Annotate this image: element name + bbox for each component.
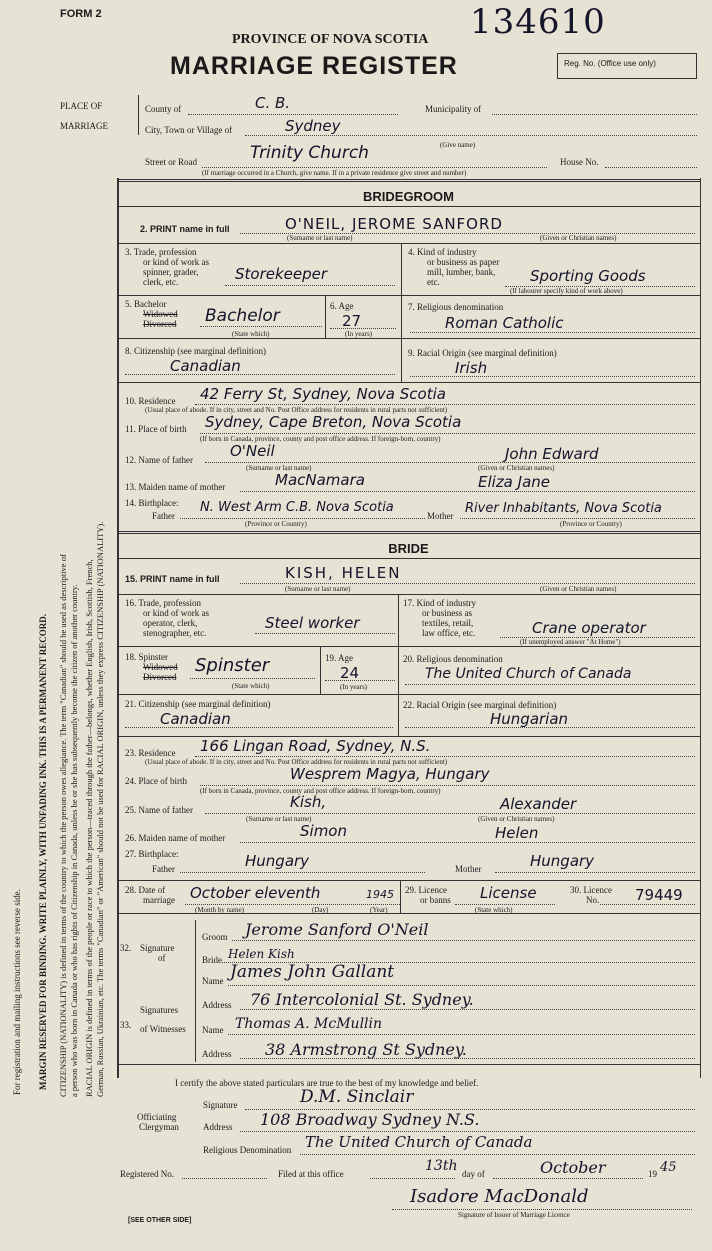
year-prefix: 19 (648, 1169, 657, 1179)
licence-no-value: 79449 (635, 886, 683, 904)
bride-father-surname: Kish, (290, 793, 327, 811)
bride-status-value: Spinster (195, 655, 270, 676)
clergy-religion: The United Church of Canada (305, 1133, 533, 1151)
bridegroom-heading: BRIDEGROOM (363, 189, 454, 204)
groom-bp-mother-value: River Inhabitants, Nova Scotia (465, 501, 662, 516)
groom-industry-label-2: or business as paper (427, 257, 500, 267)
bride-citizenship-value: Canadian (160, 710, 231, 728)
filed-day-line (370, 1178, 455, 1179)
county-line (188, 114, 398, 115)
street-label: Street or Road (145, 157, 197, 167)
bride-mother-given: Helen (495, 824, 539, 842)
bride-residence-value: 166 Lingan Road, Sydney, N.S. (200, 737, 431, 755)
groom-father-given: John Edward (505, 445, 599, 463)
groom-industry-label-3: mill, lumber, bank, (427, 267, 496, 277)
municipality-label: Municipality of (425, 104, 482, 114)
divider (117, 558, 700, 559)
bride-citizenship-line (125, 727, 393, 728)
divider (398, 694, 399, 736)
sidebar-line-6: German, Russian, Ukrainian, etc. The terms "Canadian" or "American" should not be used for RACIAL ORIGIN, unless they express CITIZENSHIP (NATIONALITY). (95, 521, 105, 1097)
groom-religion-line (410, 332, 695, 333)
month-label: (Month by name) (195, 906, 244, 914)
groom-racial-line (410, 376, 695, 377)
groom-industry-label-4: etc. (427, 277, 440, 287)
groom-status-line (200, 326, 322, 327)
see-other-side: [SEE OTHER SIDE] (128, 1217, 192, 1224)
certify-statement: I certify the above stated particulars are true to the best of my knowledge and belief. (175, 1078, 479, 1088)
groom-name-label (140, 224, 230, 234)
bride-trade-line (255, 633, 395, 634)
bride-trade-value: Steel worker (265, 614, 360, 632)
licence-no-label: 30. Licence (570, 885, 612, 895)
witness1-name-line (228, 985, 695, 986)
widowed-label: Widowed (143, 662, 178, 672)
state-which-label: (State which) (232, 330, 270, 338)
bride-status-line (190, 678, 315, 679)
signature-label: Signature (140, 943, 175, 953)
groom-trade-value: Storekeeper (235, 265, 328, 283)
divider (117, 243, 700, 244)
filed-day-value: 13th (425, 1158, 458, 1174)
sidebar-line-1: For registration and mailing instructions see reverse side. (12, 889, 22, 1095)
groom-industry-note: (If labourer specify kind of work above) (510, 287, 623, 295)
city-value: Sydney (285, 117, 341, 135)
groom-father-given-label: (Given or Christian names) (478, 464, 555, 472)
bride-heading: BRIDE (388, 541, 429, 556)
divider (400, 880, 401, 913)
groom-racial-label: 9. Racial Origin (see marginal definition) (408, 348, 557, 358)
groom-bp-father-line (180, 518, 425, 519)
given-label: (Given or Christian names) (540, 234, 617, 242)
of-label: of (158, 953, 166, 963)
bride-birth-line (200, 785, 695, 786)
bride-industry-label-4: law office, etc. (422, 628, 476, 638)
groom-bp-father-value: N. West Arm C.B. Nova Scotia (200, 500, 394, 515)
bride-industry-label-1: 17. Kind of industry (403, 598, 476, 608)
bride-religion-value: The United Church of Canada (425, 666, 632, 682)
bride-birth-value: Wesprem Magya, Hungary (290, 765, 490, 783)
sidebar-line-2: MARGIN RESERVED FOR BINDING. WRITE PLAINLY, WITH UNFADING INK. THIS IS A PERMANENT RECORD. (38, 613, 48, 1090)
spinster-label: 18. Spinster (125, 652, 169, 662)
bride-bp-mother-value: Hungary (530, 852, 595, 870)
groom-label: Groom (202, 932, 228, 942)
address-label: Address (202, 1049, 232, 1059)
groom-residence-line (195, 404, 695, 405)
groom-bp-father-label: Father (152, 511, 175, 521)
filed-year-value: 45 (660, 1160, 677, 1175)
issuer-line (392, 1209, 692, 1210)
groom-trade-label-4: clerk, etc. (143, 277, 179, 287)
groom-racial-value: Irish (455, 359, 488, 377)
groom-birth-label: 11. Place of birth (125, 424, 187, 434)
province-title: PROVINCE OF NOVA SCOTIA (232, 32, 429, 47)
divider (117, 913, 700, 914)
groom-religion-value: Roman Catholic (445, 314, 564, 332)
bride-label: Bride (202, 955, 222, 965)
bride-name-label-text: 15. PRINT name in full (125, 574, 220, 584)
bride-mother-surname: Simon (300, 822, 347, 840)
street-line (202, 167, 547, 168)
house-label: House No. (560, 157, 599, 167)
bride-birth-note: (If born in Canada, province, county and post office address. If foreign-born, country) (200, 787, 441, 795)
divider (117, 1064, 700, 1065)
groom-birth-value: Sydney, Cape Breton, Nova Scotia (205, 413, 462, 431)
bachelor-label: 5. Bachelor (125, 299, 167, 309)
form-right-border (700, 178, 701, 1078)
province-label: (Province or Country) (560, 520, 622, 528)
licence-label-1: 29. Licence (405, 885, 447, 895)
bride-name-line (240, 583, 695, 584)
page-title: MARRIAGE REGISTER (170, 52, 458, 80)
clergy-signature: D.M. Sinclair (300, 1087, 414, 1107)
groom-industry-label-1: 4. Kind of industry (408, 247, 477, 257)
divider (320, 646, 321, 694)
bride-mother-line (240, 842, 695, 843)
groom-trade-label-1: 3. Trade, profession (125, 247, 197, 257)
bride-industry-note: (If unemployed answer "At Home") (520, 638, 621, 646)
province-label: (Province or Country) (245, 520, 307, 528)
widowed-label: Widowed (143, 309, 178, 319)
bride-residence-note: (Usual place of abode. If in city, street and No. Post Office address for residents in rural parts not sufficient) (145, 758, 448, 766)
sig-number: 32. (120, 943, 132, 953)
groom-bp-mother-line (460, 518, 695, 519)
bride-industry-label-2: or business as (422, 608, 472, 618)
marriage-year-value: 1945 (366, 888, 394, 901)
sidebar-line-4: a person who was born in Canada or who has rights of Citizenship in Canada, unless he or she has subsequently become the citizen of another country. (69, 584, 79, 1097)
bride-age-label: 19. Age (325, 653, 353, 663)
divider (398, 646, 399, 694)
licence-label-2: or banns (420, 895, 451, 905)
groom-age-line (330, 328, 396, 329)
bride-bp-father-line (180, 872, 425, 873)
bride-racial-label: 22. Racial Origin (see marginal definition) (403, 700, 557, 710)
groom-citizenship-line (125, 374, 395, 375)
divider (117, 338, 700, 339)
day-label: (Day) (312, 906, 329, 914)
bride-father-surname-label: (Surname or last name) (246, 815, 312, 823)
groom-age-value: 27 (342, 312, 362, 330)
sidebar-line-5: RACIAL ORIGIN is defined in terms of the people or race to which the person—traced through the father—belongs, whether English, Irish, Scottish, French, (84, 559, 94, 1097)
bride-father-line (205, 813, 695, 814)
witness2-addr-line (240, 1058, 695, 1059)
signature-brace (195, 920, 196, 975)
issuer-signature: Isadore MacDonald (410, 1186, 589, 1207)
groom-mother-surname: MacNamara (275, 471, 365, 489)
witness1-name: James John Gallant (230, 962, 395, 982)
registered-no-label: Registered No. (120, 1169, 174, 1179)
clergy-religion-label: Religious Denomination (203, 1145, 292, 1155)
divider (398, 594, 399, 646)
filed-label: Filed at this office (278, 1169, 344, 1179)
divider (117, 694, 700, 695)
divider (117, 181, 700, 182)
groom-citizenship-label: 8. Citizenship (see marginal definition) (125, 346, 267, 356)
groom-birth-note: (If born in Canada, province, county and post office address. If foreign-born, country) (200, 435, 441, 443)
city-label: City, Town or Village of (145, 125, 233, 135)
state-which-label: (State which) (232, 682, 270, 690)
state-which-label: (State which) (475, 906, 513, 914)
bride-mother-label: 26. Maiden name of mother (125, 833, 226, 843)
witnesses-label-1: Signatures (140, 1005, 178, 1015)
divider (117, 594, 700, 595)
licence-value: License (480, 884, 537, 902)
place-note: (If marriage occurred in a Church, give name. If in a private residence give street and number) (202, 169, 467, 177)
bride-bp-father-label: Father (152, 864, 175, 874)
place-brace (138, 95, 139, 135)
bride-father-given: Alexander (500, 795, 577, 813)
divider (117, 295, 700, 296)
groom-religion-label: 7. Religious denomination (408, 302, 504, 312)
groom-mother-given: Eliza Jane (478, 473, 550, 491)
witness1-address: 76 Intercolonial St. Sydney. (250, 990, 474, 1009)
county-label: County of (145, 104, 182, 114)
in-years-label: (In years) (345, 330, 373, 338)
groom-birth-line (200, 433, 695, 434)
divorced-label: Divorced (143, 319, 177, 329)
marriage-date-line (185, 904, 400, 905)
officiating-label-2: Clergyman (139, 1122, 179, 1132)
bride-birthplace-label: 27. Birthplace: (125, 849, 179, 859)
groom-signature: Jerome Sanford O'Neil (245, 920, 429, 939)
sidebar-line-3: CITIZENSHIP (NATIONALITY) is defined in terms of the country to which the person owes allegiance. The term "Canadian" should be used as descriptive of (58, 554, 68, 1097)
groom-father-surname-label: (Surname or last name) (246, 464, 312, 472)
bride-bp-father-value: Hungary (245, 852, 310, 870)
surname-label: (Surname or last name) (287, 234, 353, 242)
divider (117, 179, 700, 180)
day-of-label: day of (462, 1169, 485, 1179)
city-line (245, 135, 697, 136)
licence-line (455, 904, 555, 905)
clergy-address-label: Address (203, 1122, 233, 1132)
bride-name-value: KISH, HELEN (285, 564, 402, 582)
witness2-address: 38 Armstrong St Sydney. (265, 1040, 467, 1059)
issuer-label: Signature of Issuer of Marriage Licence (458, 1211, 570, 1219)
county-value: C. B. (255, 94, 291, 112)
groom-name-value: O'NEIL, JEROME SANFORD (285, 215, 503, 233)
marriage-label: MARRIAGE (60, 121, 109, 131)
bride-trade-label-2: or kind of work as (143, 608, 209, 618)
bride-trade-label-4: stenographer, etc. (143, 628, 207, 638)
divider (117, 646, 700, 647)
place-of-label: PLACE OF (60, 101, 103, 111)
bride-age-value: 24 (340, 664, 360, 682)
divider (117, 206, 700, 207)
witness1-addr-line (240, 1009, 695, 1010)
witnesses-label-2: of Witnesses (140, 1024, 186, 1034)
bride-bp-mother-label: Mother (455, 864, 482, 874)
groom-sig-line (232, 940, 695, 941)
filed-month-value: October (540, 1158, 606, 1177)
bride-name-label (125, 574, 220, 584)
groom-name-label-text: 2. PRINT name in full (140, 224, 230, 234)
municipality-line (492, 114, 697, 115)
form-number: FORM 2 (60, 8, 102, 20)
date-label-2: marriage (143, 895, 175, 905)
bride-bp-mother-line (495, 872, 695, 873)
divider (117, 880, 700, 881)
witness-number: 33. (120, 1020, 132, 1030)
marriage-date-value: October eleventh (190, 884, 321, 902)
date-label-1: 28. Date of (125, 885, 166, 895)
groom-mother-line (240, 491, 695, 492)
in-years-label: (In years) (340, 683, 368, 691)
clergy-address: 108 Broadway Sydney N.S. (260, 1110, 480, 1129)
give-name-label: (Give name) (440, 141, 476, 149)
groom-residence-value: 42 Ferry St, Sydney, Nova Scotia (200, 385, 446, 403)
divider (401, 338, 402, 382)
bride-age-line (325, 680, 395, 681)
groom-citizenship-value: Canadian (170, 357, 241, 375)
form-left-border (117, 178, 119, 1078)
witness2-name: Thomas A. McMullin (235, 1016, 383, 1032)
groom-trade-line (225, 285, 395, 286)
witness-brace (195, 970, 196, 1062)
reg-no-box: Reg. No. (Office use only) (557, 53, 697, 79)
bride-father-given-label: (Given or Christian names) (478, 815, 555, 823)
groom-trade-label-2: or kind of work as (143, 257, 209, 267)
officiating-label-1: Officiating (137, 1112, 177, 1122)
address-label: Address (202, 1000, 232, 1010)
groom-birthplace-label: 14. Birthplace: (125, 498, 179, 508)
clergy-relig-line (300, 1154, 695, 1155)
bride-racial-line (405, 727, 695, 728)
bride-industry-value: Crane operator (532, 619, 646, 637)
groom-residence-label: 10. Residence (125, 396, 176, 406)
groom-father-label: 12. Name of father (125, 455, 193, 465)
groom-residence-note: (Usual place of abode. If in city, street and No. Post Office address for residents in rural parts not sufficient) (145, 406, 448, 414)
groom-age-label: 6. Age (330, 301, 354, 311)
bride-trade-label-1: 16. Trade, profession (125, 598, 201, 608)
groom-father-surname: O'Neil (230, 442, 275, 460)
bride-religion-line (405, 684, 695, 685)
divider (325, 295, 326, 338)
divider (401, 295, 402, 338)
witness2-name-line (228, 1034, 695, 1035)
groom-industry-value: Sporting Goods (530, 267, 646, 285)
bride-residence-line (195, 756, 695, 757)
street-value: Trinity Church (250, 143, 369, 163)
register-number: 134610 (470, 2, 606, 42)
bride-racial-value: Hungarian (490, 710, 569, 728)
divorced-label: Divorced (143, 672, 177, 682)
name-label: Name (202, 1025, 224, 1035)
bride-signature: Helen Kish (228, 947, 295, 961)
bride-father-label: 25. Name of father (125, 805, 193, 815)
given-label: (Given or Christian names) (540, 585, 617, 593)
divider (117, 531, 700, 532)
groom-mother-label: 13. Maiden name of mother (125, 482, 226, 492)
divider (117, 382, 700, 383)
licence-no-line (600, 904, 695, 905)
name-label: Name (202, 976, 224, 986)
bride-industry-label-3: textiles, retail, (422, 618, 474, 628)
year-label: (Year) (370, 906, 388, 914)
clergy-signature-label: Signature (203, 1100, 238, 1110)
groom-bp-mother-label: Mother (427, 511, 454, 521)
registered-no-line (182, 1178, 267, 1179)
bride-birth-label: 24. Place of birth (125, 776, 187, 786)
bride-citizenship-label: 21. Citizenship (see marginal definition) (125, 699, 271, 709)
bride-religion-label: 20. Religious denomination (403, 654, 503, 664)
groom-trade-label-3: spinner, grader, (143, 267, 199, 277)
filed-month-line (493, 1178, 643, 1179)
bride-residence-label: 23. Residence (125, 748, 176, 758)
groom-father-line (205, 462, 695, 463)
bride-trade-label-3: operator, clerk, (143, 618, 198, 628)
surname-label: (Surname or last name) (285, 585, 351, 593)
divider (117, 533, 700, 534)
licence-no-label-2: No. (586, 895, 600, 905)
house-line (605, 167, 697, 168)
groom-status-value: Bachelor (205, 306, 280, 326)
clergy-addr-line (240, 1131, 695, 1132)
divider (401, 243, 402, 295)
